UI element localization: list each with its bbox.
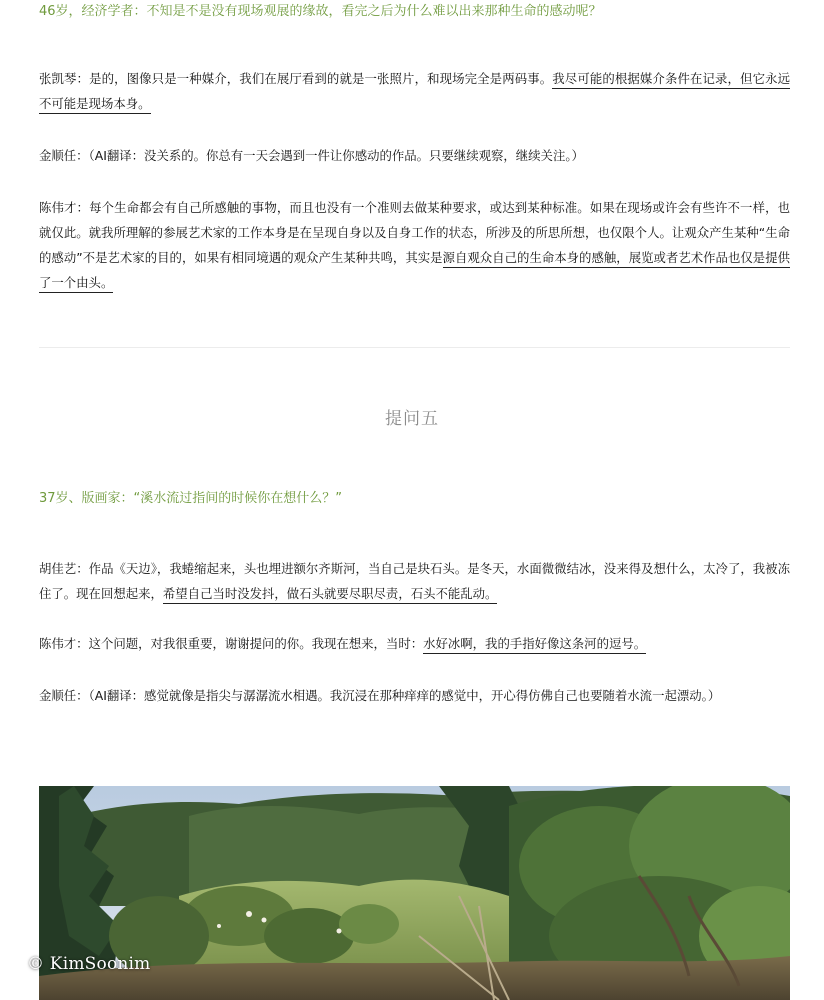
answer-text: 金顺任：（AI翻译：感觉就像是指尖与潺潺流水相遇。我沉浸在那种痒痒的感觉中，开心得仿佛自己也要随着水流一起漂动。） <box>39 688 721 703</box>
photo-illustration <box>39 786 790 1000</box>
highlighted-quote: 水好冰啊，我的手指好像这条河的逗号。 <box>423 636 646 654</box>
forest-landscape-photo <box>39 786 790 1000</box>
section-title: 提问五 <box>385 409 439 429</box>
highlighted-quote: 源自观众自己的生命本身的感触，展览或者艺术作品也仅是提供了一个由头。 <box>39 250 790 293</box>
q4-answer-chen <box>39 195 790 295</box>
photo-watermark: © KimSoonim <box>27 954 151 974</box>
q5-answer-hu <box>39 556 790 606</box>
q4-answer-zhang <box>39 66 790 116</box>
highlighted-quote: 希望自己当时没发抖，做石头就要尽职尽责，石头不能乱动。 <box>163 586 498 604</box>
q5-answer-jin <box>39 683 790 708</box>
q4-question-block <box>39 0 790 24</box>
highlighted-quote: 我尽可能的根据媒介条件在记录，但它永远不可能是现场本身。 <box>39 71 790 114</box>
answer-text: 陈伟才：每个生命都会有自己所感触的事物，而且也没有一个准则去做某种要求，或达到某种标准。如果在现场或许会有些许不一样，也就仅此。就我所理解的参展艺术家的工作本身是在呈现自身以及自身工作的状态，所涉及的所思所想，也仅限个人。让观众产生某种“生命的感动”不是艺术家的目的，如果有相同境遇的观众产生某种共鸣，其实是 <box>39 200 790 265</box>
answer-text: 金顺任：（AI翻译：没关系的。你总有一天会遇到一件让你感动的作品。只要继续观察，继续关注。） <box>39 148 584 163</box>
answer-text: 张凯琴：是的，图像只是一种媒介，我们在展厅看到的就是一张照片，和现场完全是两码事。 <box>39 71 553 86</box>
answer-text: 胡佳艺：作品《天边》，我蜷缩起来，头也埋进额尔齐斯河，当自己是块石头。是冬天，水面微微结冰，没来得及想什么，太冷了，我被冻住了。现在回想起来， <box>39 561 790 601</box>
q4-answer-jin <box>39 143 790 168</box>
q5-question-block <box>39 487 790 511</box>
q4-question: 46岁，经济学者：不知是不是没有现场观展的缘故，看完之后为什么难以出来那种生命的感动呢？ <box>39 4 602 19</box>
answer-text: 陈伟才：这个问题，对我很重要，谢谢提问的你。我现在想来，当时： <box>39 636 424 651</box>
section-divider <box>39 347 790 348</box>
q5-question: 37岁、版画家：“溪水流过指间的时候你在想什么？” <box>39 491 343 506</box>
q5-answer-chen <box>39 631 790 656</box>
